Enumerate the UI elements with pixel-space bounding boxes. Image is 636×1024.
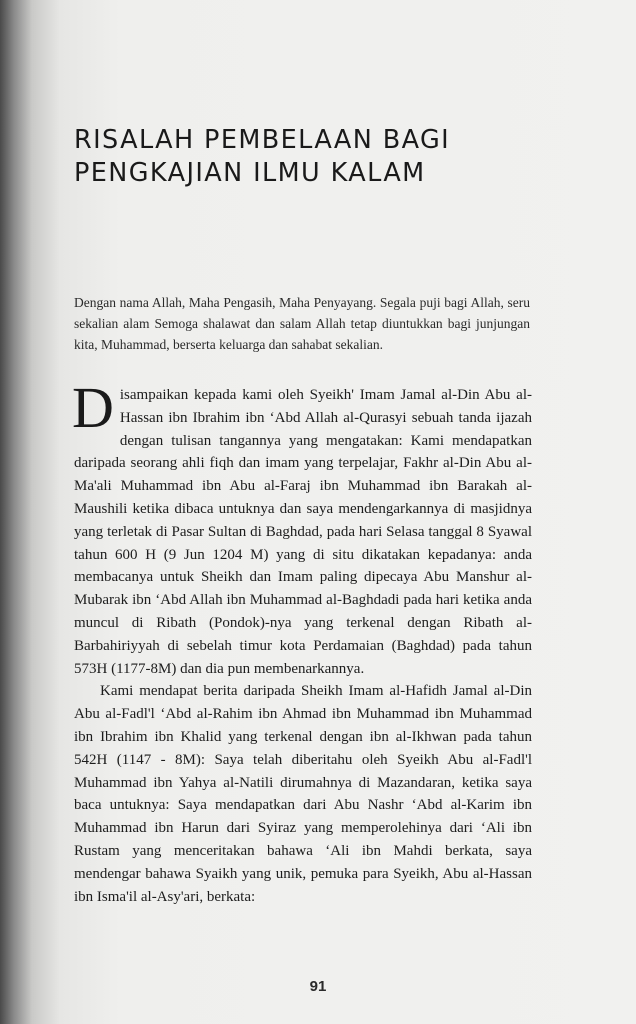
paragraph-1-text: isampaikan kepada kami oleh Syeikh' Imam Jamal al-Din Abu al-Hassan ibn Ibrahim ibn ‘Abd Allah al-Qurasyi sebuah tanda ijazah dengan tulisan tangannya yang mengatakan: Kami mendapatkan daripada seorang ahli fiqh dan imam yang terpelajar, Fakhr al-Din Abu al-Ma'ali Muhammad ibn Abu al-Faraj ibn Muhammad ibn Barakah al-Maushili ketika dibaca untuknya dan saya mendengarkannya di masjidnya yang terletak di Pasar Sultan di Baghdad, pada hari Selasa tanggal 8 Syawal tahun 600 H (9 Jun 1204 M) yang di situ dikatakan kepadanya: anda membacanya untuk Sheikh dan Imam paling dipecaya Abu Manshur al-Mubarak ibn ‘Abd Allah ibn Muhammad al-Baghdadi pada hari ketika anda muncul di Ribath (Pondok)-nya yang terkenal dengan Ribath al-Barbahiriyyah di sebelah timur kota Perdamaian (Baghdad) pada tahun 573H (1177-8M) dan dia pun membenarkannya. — [74, 387, 532, 677]
running-head — [340, 44, 570, 59]
paragraph-1 — [72, 375, 532, 680]
chapter-title-line-2: PENGKAJIAN ILMU KALAM — [74, 158, 426, 188]
intro-paragraph: Dengan nama Allah, Maha Pengasih, Maha Penyayang. Segala puji bagi Allah, seru sekalian alam Semoga shalawat dan salam Allah tetap diuntukkan bagi junjungan kita, Muhammad, berserta keluarga dan sahabat sekalian. — [74, 295, 530, 352]
chapter-title — [74, 124, 554, 190]
chapter-title-line-1: RISALAH PEMBELAAN BAGI — [74, 125, 451, 155]
body-text — [72, 375, 532, 908]
page-number: 91 — [309, 978, 327, 995]
drop-cap: D — [72, 375, 114, 440]
paragraph-2: Kami mendapat berita daripada Sheikh Imam al-Hafidh Jamal al-Din Abu al-Fadl'l ‘Abd al-Rahim ibn Ahmad ibn Muhammad ibn Muhammad ibn Ibrahim ibn Khalid yang terkenal dengan ibn al-Ikhwan pada tahun 542H (1147 - 8M): Saya telah diberitahu oleh Syeikh Abu al-Fadl'l Muhammad ibn Yahya al-Natili dirumahnya di Mazandaran, ketika saya baca untuknya: Saya mendapatkan dari Abu Nashr ‘Abd al-Karim ibn Muhammad ibn Harun dari Syiraz yang memperolehinya dari ‘Ali ibn Rustam yang menceritakan bahawa ‘Ali ibn Mahdi berkata, saya mendengar bahawa Syaikh yang unik, pemuka para Syeikh, Abu al-Hassan ibn Isma'il al-Asy'ari, berkata: — [74, 683, 532, 905]
